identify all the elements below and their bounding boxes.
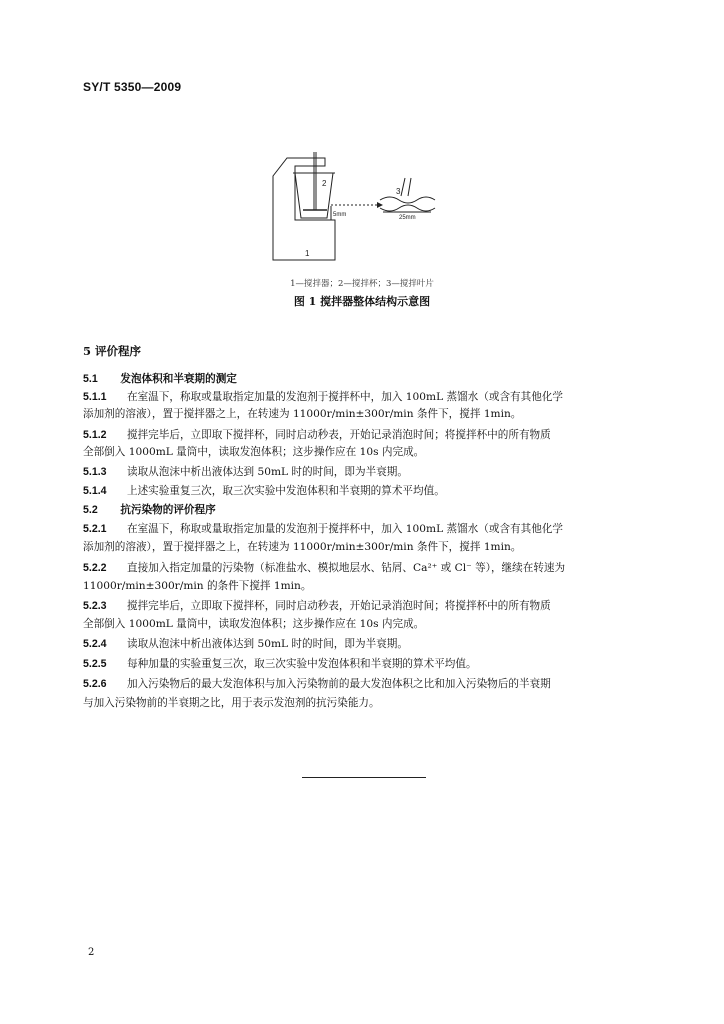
clause-5-1-4 [83,484,643,498]
clause-text: 每种加量的实验重复三次，取三次实验中发泡体积和半衰期的算术平均值。 [127,658,477,670]
clause-text: 在室温下，称取或量取指定加量的发泡剂于搅拌杯中，加入 100mL 蒸馏水（或含有其他化学 [127,523,564,535]
clause-5-1-1 [83,390,643,404]
clause-number: 5.2.1 [83,523,107,535]
subsection-title: 抗污染物的评价程序 [120,504,216,516]
clause-5-2-1 [83,522,643,536]
subsection-title: 发泡体积和半衰期的测定 [120,373,237,385]
clause-5-2-5 [83,657,643,671]
subsection-number: 5.1 [83,373,98,385]
clause-5-2-6 [83,677,643,691]
figure-caption: 图 1 搅拌器整体结构示意图 [293,295,431,308]
clause-number: 5.2.2 [83,562,107,574]
callout-2: 2 [322,179,327,188]
callout-3: 3 [396,187,401,196]
clause-5-2-3 [83,599,643,613]
clause-continuation: 11000r/min±300r/min 的条件下搅拌 1min。 [83,580,312,592]
dim-25mm: 25mm [399,215,416,221]
end-rule [302,777,426,778]
clause-text: 上述实验重复三次，取三次实验中发泡体积和半衰期的算术平均值。 [127,485,445,497]
clause-number: 5.2.4 [83,638,107,650]
clause-number: 5.2.6 [83,678,107,690]
clause-number: 5.1.2 [83,429,107,441]
page-number: 2 [88,947,95,958]
subsection-number: 5.2 [83,504,98,516]
clause-text: 搅拌完毕后，立即取下搅拌杯，同时启动秒表，开始记录消泡时间；将搅拌杯中的所有物质 [127,429,551,441]
subsection-5-2 [83,503,643,517]
clause-continuation: 添加剂的溶液），置于搅拌器之上，在转速为 11000r/min±300r/min 条件下，搅拌 1min。 [83,541,522,553]
clause-text: 加入污染物后的最大发泡体积与加入污染物前的最大发泡体积之比和加入污染物后的半衰期 [127,678,551,690]
clause-continuation: 全部倒入 1000mL 量筒中，读取发泡体积；这步操作应在 10s 内完成。 [83,446,425,458]
clause-continuation: 添加剂的溶液），置于搅拌器之上，在转速为 11000r/min±300r/min 条件下，搅拌 1min。 [83,408,522,420]
clause-number: 5.2.5 [83,658,107,670]
document-code: SY/T 5350—2009 [83,80,182,94]
clause-5-2-2 [83,561,643,575]
clause-text: 在室温下，称取或量取指定加量的发泡剂于搅拌杯中，加入 100mL 蒸馏水（或含有其他化学 [127,391,564,403]
callout-1: 1 [305,249,310,258]
figure-legend: 1—搅拌器；2—搅拌杯；3—搅拌叶片 [290,279,434,289]
clause-number: 5.1.4 [83,485,107,497]
clause-5-1-3 [83,465,643,479]
clause-5-1-2 [83,428,643,442]
subsection-5-1 [83,372,643,386]
clause-text: 读取从泡沫中析出液体达到 50mL 时的时间，即为半衰期。 [127,466,408,478]
section-5-title: 5 评价程序 [83,344,142,358]
clause-text: 直接加入指定加量的污染物（标准盐水、模拟地层水、钻屑、Ca²⁺ 或 Cl⁻ 等），继续在转速为 [127,562,566,574]
dim-5mm: 5mm [333,212,347,218]
clause-number: 5.2.3 [83,600,107,612]
clause-continuation: 与加入污染物前的半衰期之比，用于表示发泡剂的抗污染能力。 [83,697,380,709]
clause-number: 5.1.3 [83,466,107,478]
clause-text: 读取从泡沫中析出液体达到 50mL 时的时间，即为半衰期。 [127,638,408,650]
clause-text: 搅拌完毕后，立即取下搅拌杯，同时启动秒表，开始记录消泡时间；将搅拌杯中的所有物质 [127,600,551,612]
clause-5-2-4 [83,637,643,651]
clause-number: 5.1.1 [83,391,107,403]
mixer-diagram [265,148,445,268]
clause-continuation: 全部倒入 1000mL 量筒中，读取发泡体积；这步操作应在 10s 内完成。 [83,618,425,630]
